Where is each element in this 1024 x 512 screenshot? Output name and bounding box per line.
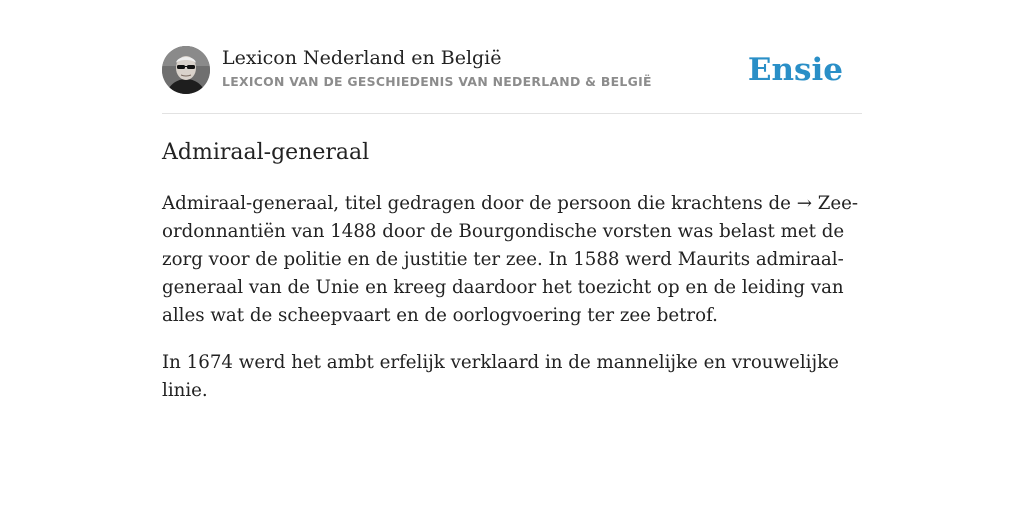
avatar-portrait-icon <box>162 46 210 94</box>
ensie-logo[interactable]: Ensie <box>747 52 843 88</box>
article-card <box>162 46 862 405</box>
header <box>162 46 862 114</box>
article-title: Admiraal-generaal <box>162 140 370 165</box>
paragraph-text: van 1488 door de Bourgondische vorsten was belast met de zorg voor de politie en de justitie ter zee. In 1588 werd Maurits admiraal-generaal van de Unie en kreeg daardoor het toezicht op en de leiding van alles wat de scheepvaart en de oorlogvoering ter zee betrof. <box>162 221 845 326</box>
site-titles <box>222 46 652 89</box>
site-subtitle: LEXICON VAN DE GESCHIEDENIS VAN NEDERLAND & BELGIË <box>222 74 652 89</box>
site-title[interactable]: Lexicon Nederland en België <box>222 47 502 69</box>
cross-reference-link[interactable]: → Zee-ordonnantiën <box>162 193 859 242</box>
paragraph-text: Admiraal-generaal, titel gedragen door de persoon die krachtens de <box>162 193 797 214</box>
article-paragraph-2: In 1674 werd het ambt erfelijk verklaard in de mannelijke en vrouwelijke linie. <box>162 352 839 401</box>
author-avatar[interactable] <box>162 46 210 94</box>
article-paragraph-1 <box>162 190 862 330</box>
